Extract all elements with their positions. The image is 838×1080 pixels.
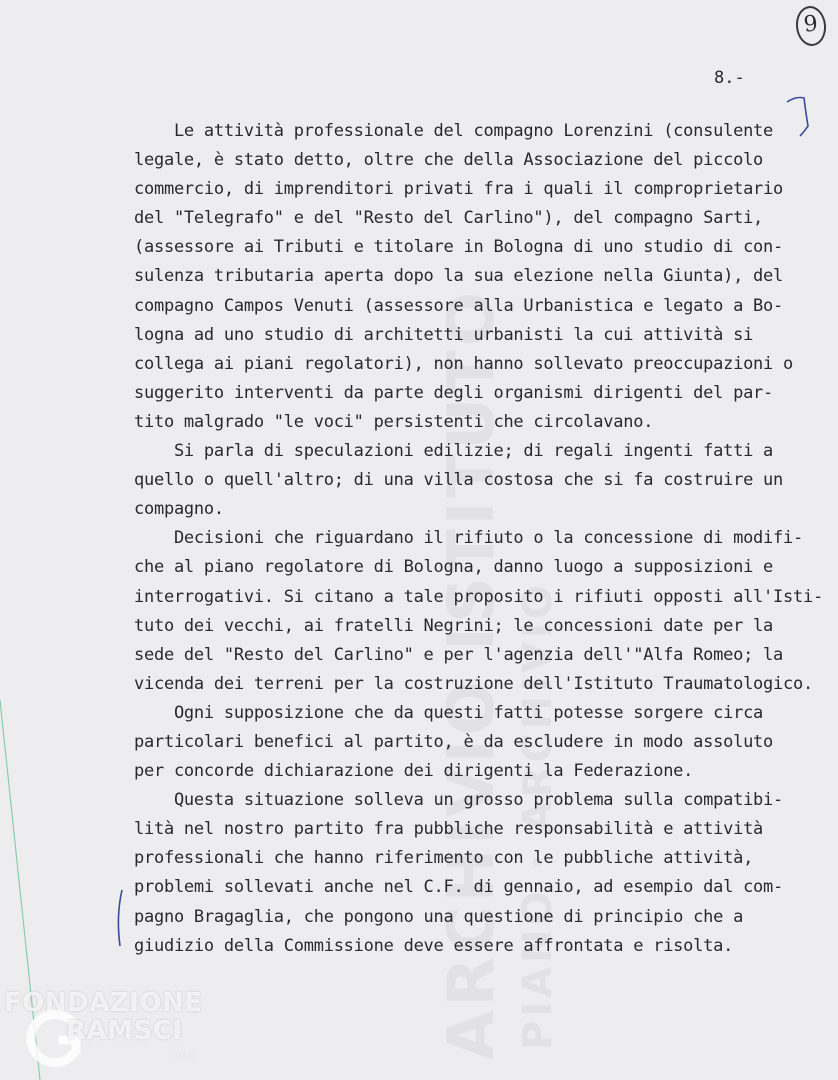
handwritten-left-bracket-icon	[112, 888, 128, 950]
text-line: sede del "Resto del Carlino" e per l'agenzia dell'"Alfa Romeo; la	[134, 644, 784, 665]
text-line: tito malgrado "le voci" persistenti che circolavano.	[134, 411, 654, 432]
logo-line-ramsci: RAMSCI	[66, 1016, 183, 1046]
text-line: particolari benefici al partito, è da escludere in modo assoluto	[134, 731, 774, 752]
logo-line-fondazione: FONDAZIONE	[4, 988, 203, 1018]
text-line: quello o quell'altro; di una villa costosa che si fa costruire un	[134, 470, 784, 491]
text-line: giudizio della Commissione deve essere affrontata e risolta.	[134, 935, 734, 956]
typewritten-body	[134, 117, 823, 961]
text-line: (assessore ai Tributi e titolare in Bologna di uno studio di con-	[134, 237, 784, 258]
text-line: del "Telegrafo" e del "Resto del Carlino"), del compagno Sarti,	[134, 208, 764, 229]
text-line: vicenda dei terreni per la costruzione dell'Istituto Traumatologico.	[134, 673, 813, 694]
text-line: lità nel nostro partito fra pubbliche responsabilità e attività	[134, 819, 764, 840]
text-line: pagno Bragaglia, che pongono una questione di principio che a	[134, 906, 744, 927]
text-line: Si parla di speculazioni edilizie; di regali ingenti fatti a	[134, 441, 774, 462]
text-line: interrogativi. Si citano a tale proposito i rifiuti opposti all'Isti-	[134, 586, 823, 607]
text-line: tuto dei vecchi, ai fratelli Negrini; le concessioni date per la	[134, 615, 774, 636]
text-line: professionali che hanno riferimento con le pubbliche attività,	[134, 848, 754, 869]
text-line: per concorde dichiarazione dei dirigenti la Federazione.	[134, 761, 694, 782]
text-line: compagno Campos Venuti (assessore alla Urbanistica e legato a Bo-	[134, 295, 784, 316]
text-line: sulenza tributaria aperta dopo la sua elezione nella Giunta), del	[134, 266, 784, 287]
text-line: Decisioni che riguardano il rifiuto o la concessione di modifi-	[134, 528, 803, 549]
fondazione-gramsci-watermark-logo	[4, 988, 214, 1068]
logo-line-onlus: onlus	[170, 1050, 197, 1061]
text-line: collega ai piani regolatori), non hanno sollevato preoccupazioni o	[134, 353, 794, 374]
page-number: 8.-	[714, 68, 745, 88]
text-line: che al piano regolatore di Bologna, danno luogo a supposizioni e	[134, 557, 774, 578]
text-line: suggerito interventi da parte degli organismi dirigenti del par-	[134, 382, 774, 403]
text-line: problemi sollevati anche nel C.F. di gennaio, ad esempio dal com-	[134, 877, 784, 898]
text-line: Le attività professionale del compagno Lorenzini (consulente	[134, 121, 774, 141]
text-line: compagno.	[134, 499, 224, 520]
text-line: Questa situazione solleva un grosso problema sulla compatibi-	[134, 790, 784, 811]
circled-page-number: 9	[794, 5, 828, 48]
stamp-text-a: ARCHIVIO ISTITUTO	[435, 287, 509, 1060]
stamp-text-b: PIANO · ARCHIVIO	[515, 581, 561, 1050]
text-line: legale, è stato detto, oltre che della Associazione del piccolo	[134, 150, 764, 171]
text-line: Ogni supposizione che da questi fatti potesse sorgere circa	[134, 702, 764, 723]
text-line: commercio, di imprenditori privati fra i quali il comproprietario	[134, 179, 784, 200]
text-line: logna ad uno studio di architetti urbanisti la cui attività si	[134, 324, 754, 345]
